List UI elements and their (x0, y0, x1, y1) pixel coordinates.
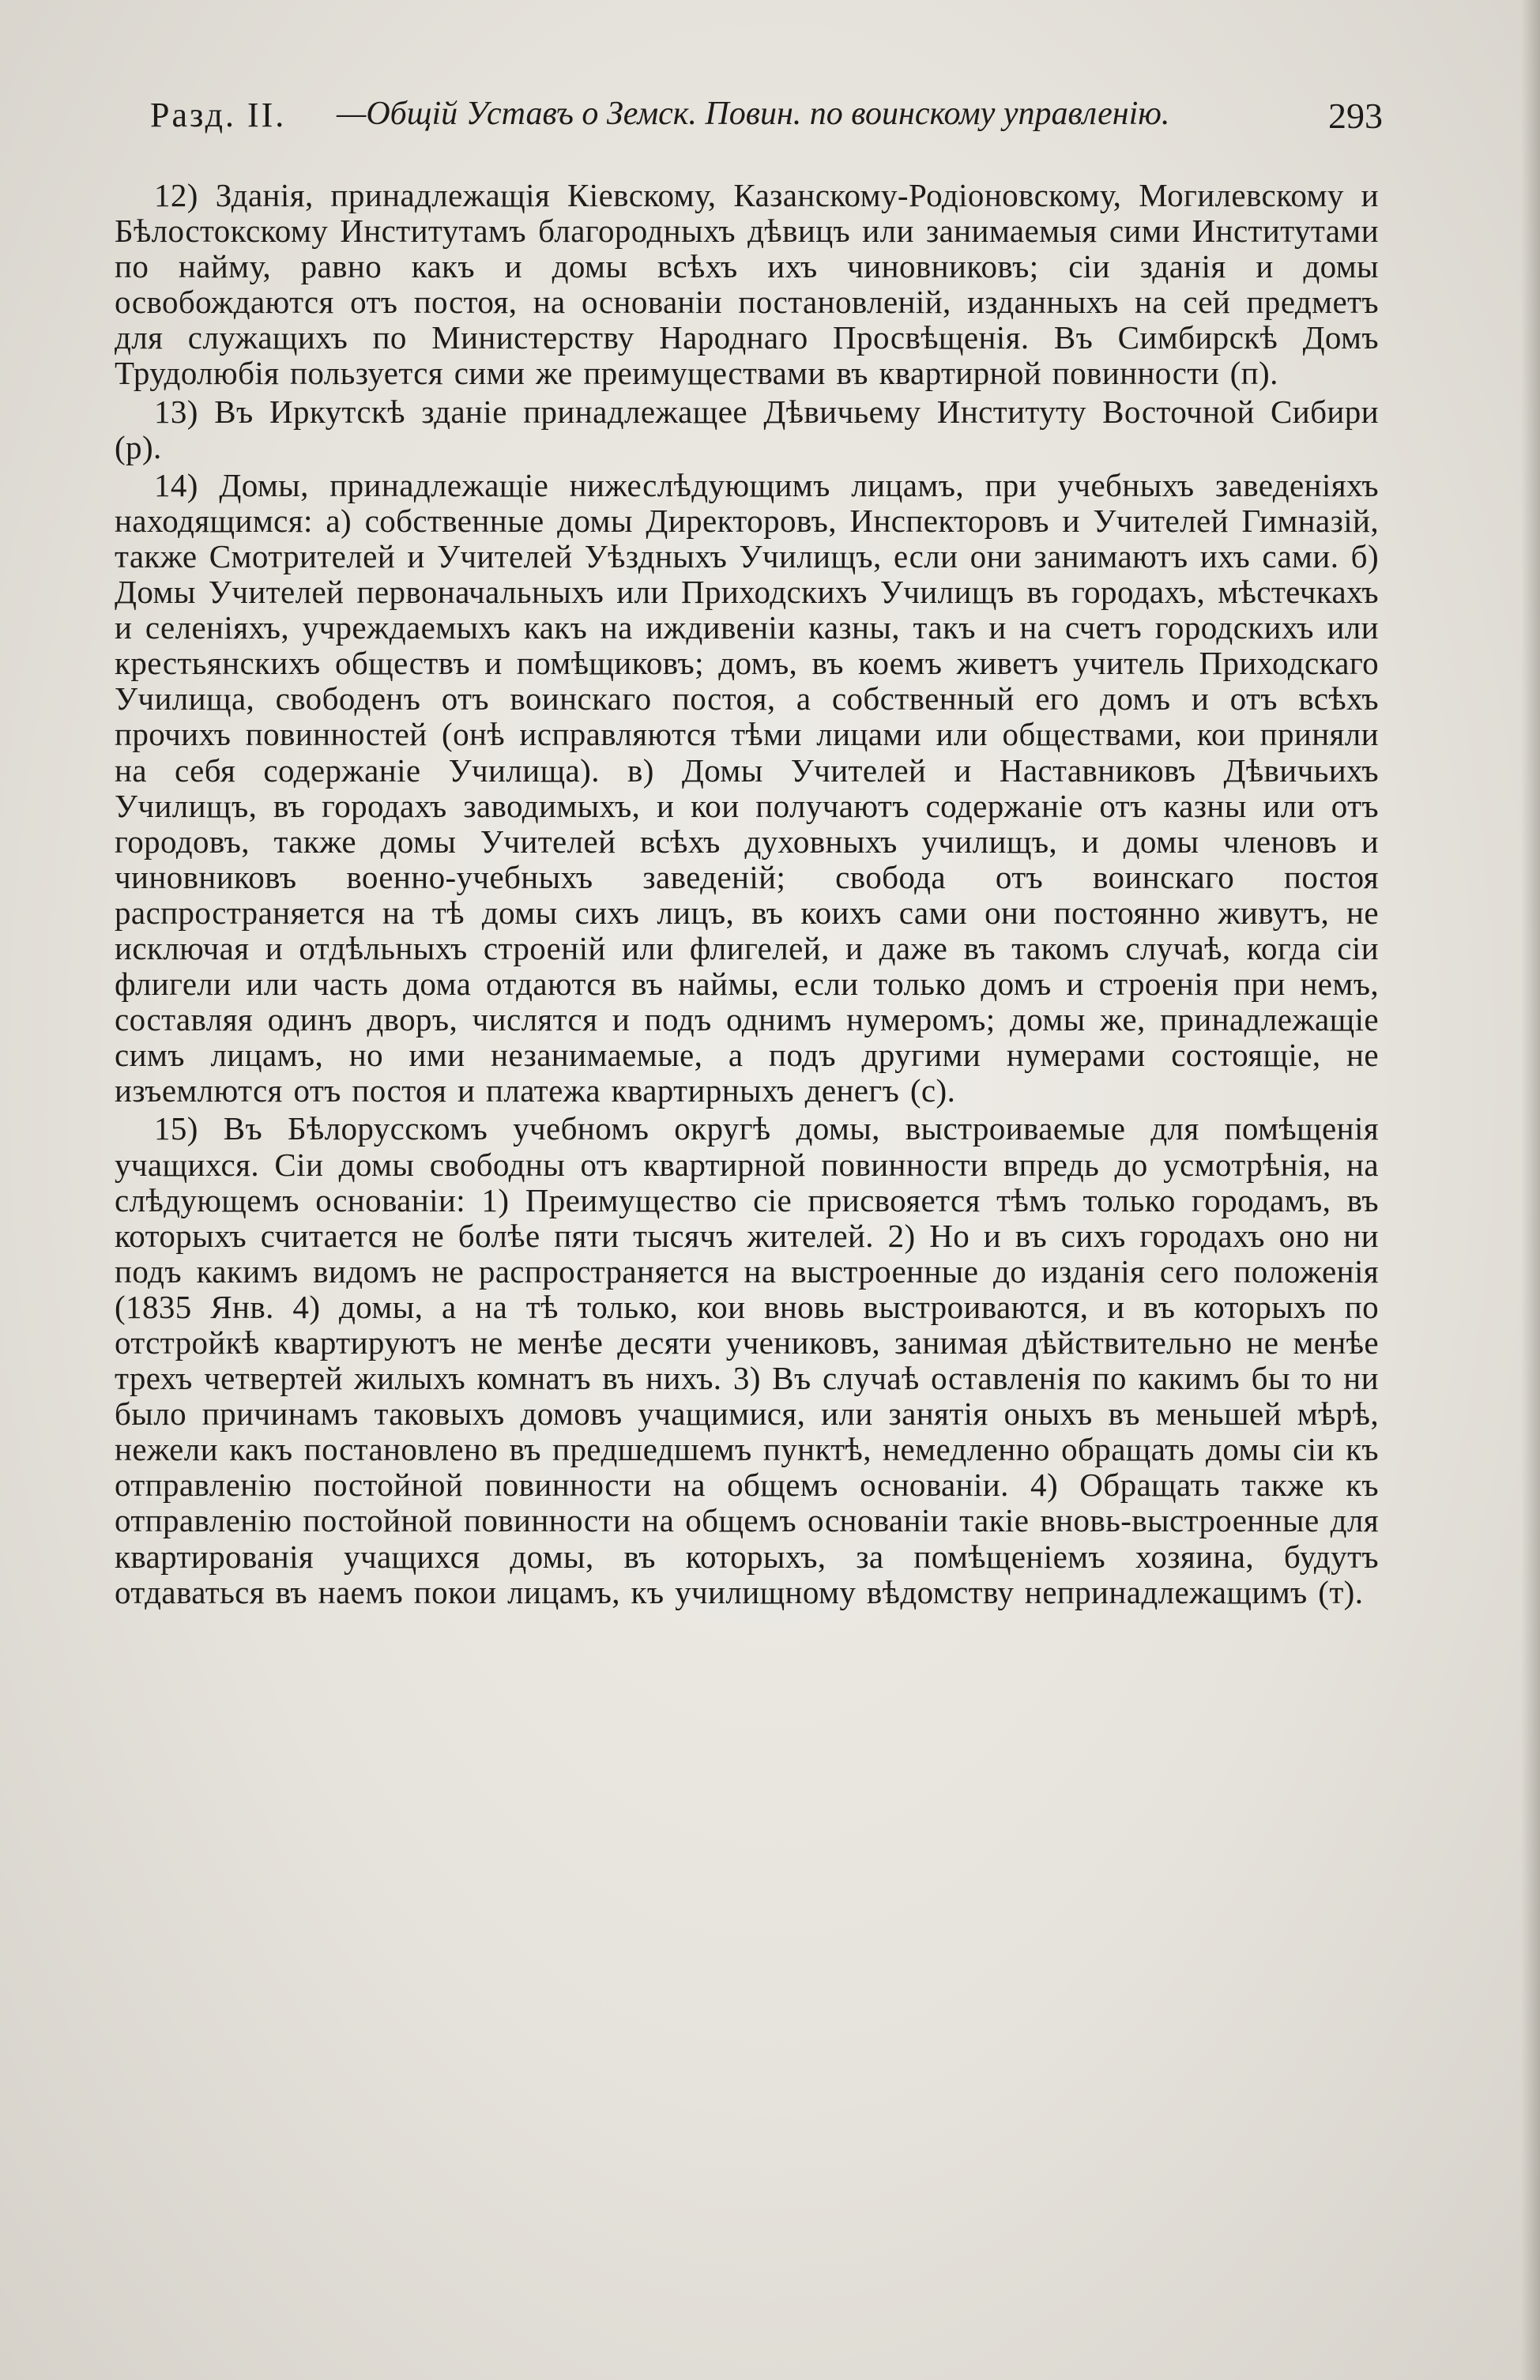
page-edge-shadow (1521, 0, 1540, 2380)
paragraph-12: 12) Зданія, принадлежащія Кіевскому, Казанскому-Родіоновскому, Могилевскому и Бѣлостокскому Институтамъ благородныхъ дѣвицъ или занимаемыя сими Институтами по найму, равно какъ и домы всѣхъ ихъ чиновниковъ; сіи зданія и домы освобождаются отъ постоя, на основаніи постановленій, изданныхъ на сей предметъ для служащихъ по Министерству Народнаго Просвѣщенія. Въ Симбирскѣ Домъ Трудолюбія пользуется сими же преимуществами въ квартирной повинности (п). (115, 177, 1379, 392)
running-header (150, 95, 1383, 150)
section-label: Разд. II. (150, 96, 287, 134)
paragraph-13: 13) Въ Иркутскѣ зданіе принадлежащее Дѣвичьему Институту Восточной Сибири (р). (115, 393, 1379, 465)
page-number: 293 (1328, 96, 1383, 136)
paragraph-14: 14) Домы, принадлежащіе нижеслѣдующимъ лицамъ, при учебныхъ заведеніяхъ находящимся: а) собственные домы Директоровъ, Инспекторовъ и Учителей Гимназій, также Смотрителей и Учителей Уѣздныхъ Училищъ, если они занимаютъ ихъ сами. б) Домы Учителей первоначальныхъ или Приходскихъ Училищъ въ городахъ, мѣстечкахъ и селеніяхъ, учреждаемыхъ какъ на иждивеніи казны, такъ и на счетъ городскихъ или крестьянскихъ обществъ и помѣщиковъ; домъ, въ коемъ живетъ учитель Приходскаго Училища, свободенъ отъ воинскаго постоя, а собственный его домъ и отъ всѣхъ прочихъ повинностей (онѣ исправляются тѣми лицами или обществами, кои приняли на себя содержаніе Училища). в) Домы Учителей и Наставниковъ Дѣвичьихъ Училищъ, въ городахъ заводимыхъ, и кои получаютъ содержаніе отъ казны или отъ городовъ, также домы Учителей всѣхъ духовныхъ училищъ, и домы членовъ и чиновниковъ военно-учебныхъ заведеній; свобода отъ воинскаго постоя распространяется на тѣ домы сихъ лицъ, въ коихъ сами они постоянно живутъ, не исключая и отдѣльныхъ строеній или флигелей, и даже въ такомъ случаѣ, когда сіи флигели или часть дома отдаются въ наймы, если только домъ и строенія при немъ, составляя одинъ дворъ, числятся и подъ однимъ нумеромъ; домы же, принадлежащіе симъ лицамъ, но ими незанимаемые, а подъ другими нумерами состоящіе, не изъемлются отъ постоя и платежа квартирныхъ денегъ (с). (115, 466, 1379, 1109)
running-title: —Общій Уставъ о Земск. Повин. по воинскому управленію. (337, 96, 1170, 132)
paragraph-15: 15) Въ Бѣлорусскомъ учебномъ округѣ домы, выстроиваемые для помѣщенія учащихся. Сіи домы свободны отъ квартирной повинности впредь до усмотрѣнія, на слѣдующемъ основаніи: 1) Преимущество сіе присвояется тѣмъ только городамъ, въ которыхъ считается не болѣе пяти тысячъ жителей. 2) Но и въ сихъ городахъ оно ни подъ какимъ видомъ не распространяется на выстроенные до изданія сего положенія (1835 Янв. 4) домы, а на тѣ только, кои вновь выстроиваются, и въ которыхъ по отстройкѣ квартируютъ не менѣе десяти учениковъ, занимая дѣйствительно не менѣе трехъ четвертей жилыхъ комнатъ въ нихъ. 3) Въ случаѣ оставленія по какимъ бы то ни было причинамъ таковыхъ домовъ учащимися, или занятія оныхъ въ меньшей мѣрѣ, нежели какъ постановлено въ предшедшемъ пунктѣ, немедленно обращать домы сіи къ отправленію постойной повинности на общемъ основаніи. 4) Обращать также къ отправленію постойной повинности на общемъ основаніи такіе вновь-выстроенные для квартированія учащихся домы, въ которыхъ, за помѣщеніемъ хозяина, будутъ отдаваться въ наемъ покои лицамъ, къ училищному вѣдомству непринадлежащимъ (т). (115, 1110, 1379, 1610)
body-text (115, 178, 1379, 1610)
